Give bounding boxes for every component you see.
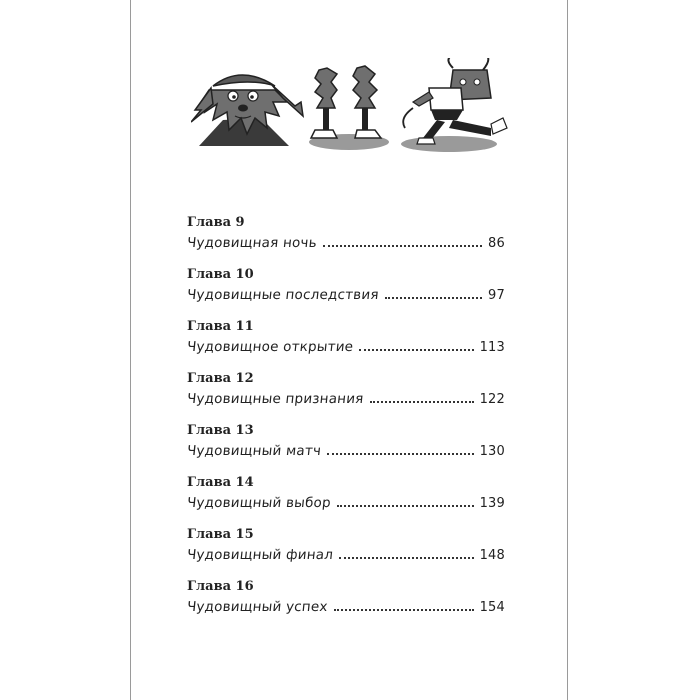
chapter-title: Чудовищный финал	[186, 547, 334, 563]
chapter-number: Глава 11	[187, 319, 254, 334]
chapter-title: Чудовищные признания	[186, 391, 365, 407]
chapter-title: Чудовищный выбор	[186, 495, 332, 511]
page-number: 113	[479, 340, 505, 355]
toc-line	[187, 491, 505, 511]
toc-line	[187, 283, 505, 303]
book-page	[130, 0, 568, 700]
dot-leader	[334, 608, 474, 611]
chapter-number: Глава 10	[187, 267, 254, 282]
chapter-title: Чудовищный успех	[186, 599, 329, 615]
chapter-title: Чудовищные последствия	[186, 287, 380, 303]
dot-leader	[370, 400, 474, 403]
toc-entry[interactable]	[187, 371, 505, 423]
chapter-title: Чудовищное открытие	[186, 339, 355, 355]
page-number: 97	[488, 288, 505, 303]
toc-entry[interactable]	[187, 319, 505, 371]
toc-line	[187, 231, 505, 251]
dot-leader	[337, 504, 474, 507]
dot-leader	[385, 296, 482, 299]
page-number: 86	[488, 236, 505, 251]
toc-entry[interactable]	[187, 579, 505, 631]
page-number: 148	[479, 548, 505, 563]
dot-leader	[323, 244, 482, 247]
toc-entry[interactable]	[187, 215, 505, 267]
toc-entry[interactable]	[187, 527, 505, 579]
chapter-title: Чудовищная ночь	[186, 235, 318, 251]
page-number: 122	[479, 392, 505, 407]
toc-entry[interactable]	[187, 423, 505, 475]
toc-line	[187, 387, 505, 407]
chapter-number: Глава 16	[187, 579, 254, 594]
chapter-number: Глава 13	[187, 423, 254, 438]
toc-line	[187, 335, 505, 355]
toc-entry[interactable]	[187, 475, 505, 527]
toc-line	[187, 439, 505, 459]
toc-line	[187, 543, 505, 563]
page-number: 139	[479, 496, 505, 511]
chapter-number: Глава 9	[187, 215, 245, 230]
illustration-strip	[191, 58, 511, 158]
chapter-number: Глава 15	[187, 527, 254, 542]
toc-entry[interactable]	[187, 267, 505, 319]
page-number: 154	[479, 600, 505, 615]
chapter-number: Глава 12	[187, 371, 254, 386]
chapter-number: Глава 14	[187, 475, 254, 490]
horned-monster-illustration	[401, 58, 507, 152]
dot-leader	[327, 452, 473, 455]
dot-leader	[339, 556, 474, 559]
shaggy-dog-monster-illustration	[191, 75, 303, 146]
furry-legs-illustration	[309, 66, 389, 150]
table-of-contents	[187, 215, 505, 631]
page-number: 130	[479, 444, 505, 459]
chapter-title: Чудовищный матч	[186, 443, 322, 459]
toc-line	[187, 595, 505, 615]
dot-leader	[359, 348, 473, 351]
